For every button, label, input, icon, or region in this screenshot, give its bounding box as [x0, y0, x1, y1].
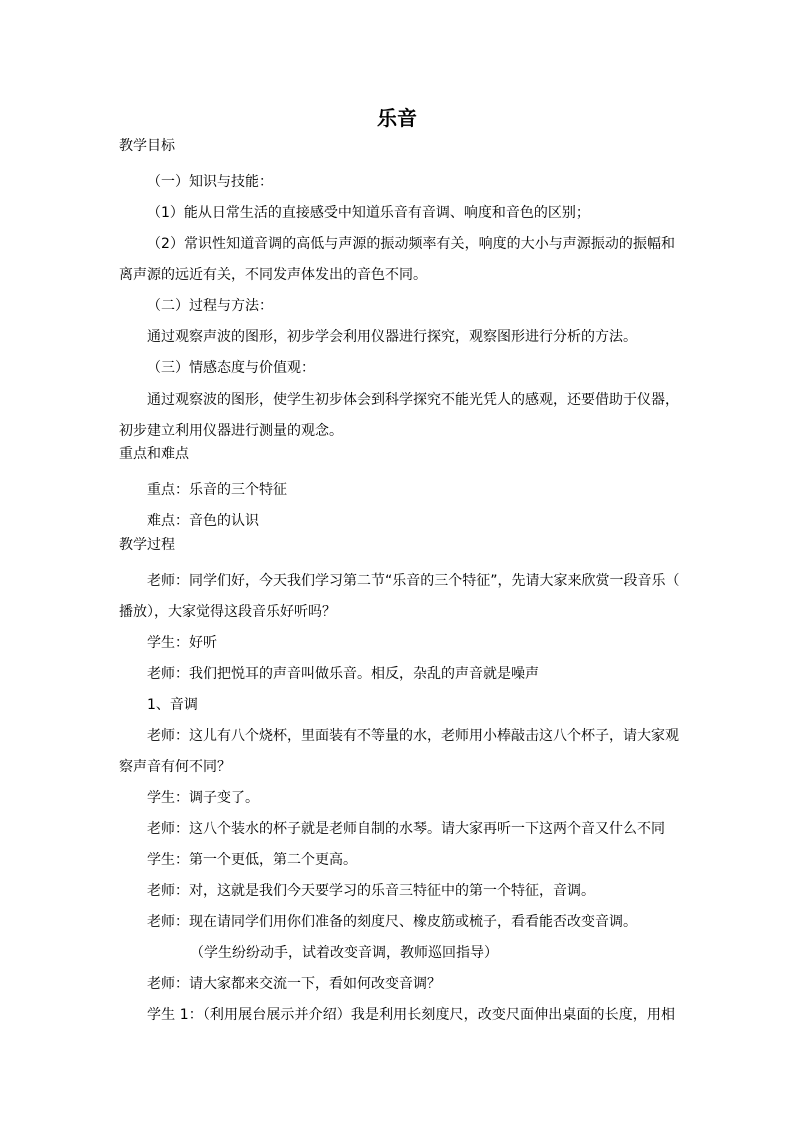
paragraph-line: （二）过程与方法：	[147, 298, 273, 314]
paragraph-line: 老师：这儿有八个烧杯，里面装有不等量的水，老师用小棒敲击这八个杯子，请大家观	[147, 728, 679, 744]
paragraph-line: 老师：对，这就是我们今天要学习的乐音三特征中的第一个特征，音调。	[147, 883, 595, 899]
paragraph-line: 离声源的远近有关，不同发声体发出的音色不同。	[119, 267, 427, 283]
paragraph-line: 察声音有何不同？	[119, 759, 231, 775]
heading-key-points: 重点和难点	[119, 446, 189, 462]
paragraph-line: （1）能从日常生活的直接感受中知道乐音有音调、响度和音色的区别；	[147, 205, 590, 221]
paragraph-line: 老师：我们把悦耳的声音叫做乐音。相反，杂乱的声音就是噪声	[147, 666, 539, 682]
paragraph-line: 难点：音色的认识	[147, 513, 259, 529]
paragraph-line: 播放），大家觉得这段音乐好听吗？	[119, 604, 336, 620]
paragraph-line: （学生纷纷动手，试着改变音调，教师巡回指导）	[190, 945, 498, 961]
paragraph-line: 学生：调子变了。	[147, 790, 259, 806]
paragraph-line: 1、音调	[147, 697, 198, 713]
paragraph-line: （2）常识性知道音调的高低与声源的振动频率有关，响度的大小与声源振动的振幅和	[147, 236, 675, 252]
document-title: 乐音	[377, 106, 417, 130]
paragraph-line: 重点：乐音的三个特征	[147, 482, 287, 498]
paragraph-line: 初步建立利用仪器进行测量的观念。	[119, 423, 343, 439]
heading-objectives: 教学目标	[119, 138, 175, 154]
paragraph-line: 学生 1：（利用展台展示并介绍）我是利用长刻度尺，改变尺面伸出桌面的长度，用相	[147, 1007, 675, 1023]
paragraph-line: 老师：现在请同学们用你们准备的刻度尺、橡皮筋或梳子，看看能否改变音调。	[147, 914, 637, 930]
paragraph-line: 老师：请大家都来交流一下，看如何改变音调？	[147, 976, 441, 992]
paragraph-line: （三）情感态度与价值观：	[147, 360, 315, 376]
paragraph-line: 学生：第一个更低，第二个更高。	[147, 852, 357, 868]
paragraph-line: 学生：好听	[147, 635, 217, 651]
heading-process: 教学过程	[119, 537, 175, 553]
paragraph-line: 老师：同学们好，今天我们学习第二节“乐音的三个特征”，先请大家来欣赏一段音乐（	[147, 573, 680, 589]
paragraph-line: 通过观察声波的图形，初步学会利用仪器进行探究，观察图形进行分析的方法。	[147, 329, 637, 345]
paragraph-line: 通过观察波的图形，使学生初步体会到科学探究不能光凭人的感观，还要借助于仪器，	[147, 392, 679, 408]
paragraph-line: （一）知识与技能：	[147, 174, 273, 190]
paragraph-line: 老师：这八个装水的杯子就是老师自制的水琴。请大家再听一下这两个音又什么不同	[147, 821, 665, 837]
